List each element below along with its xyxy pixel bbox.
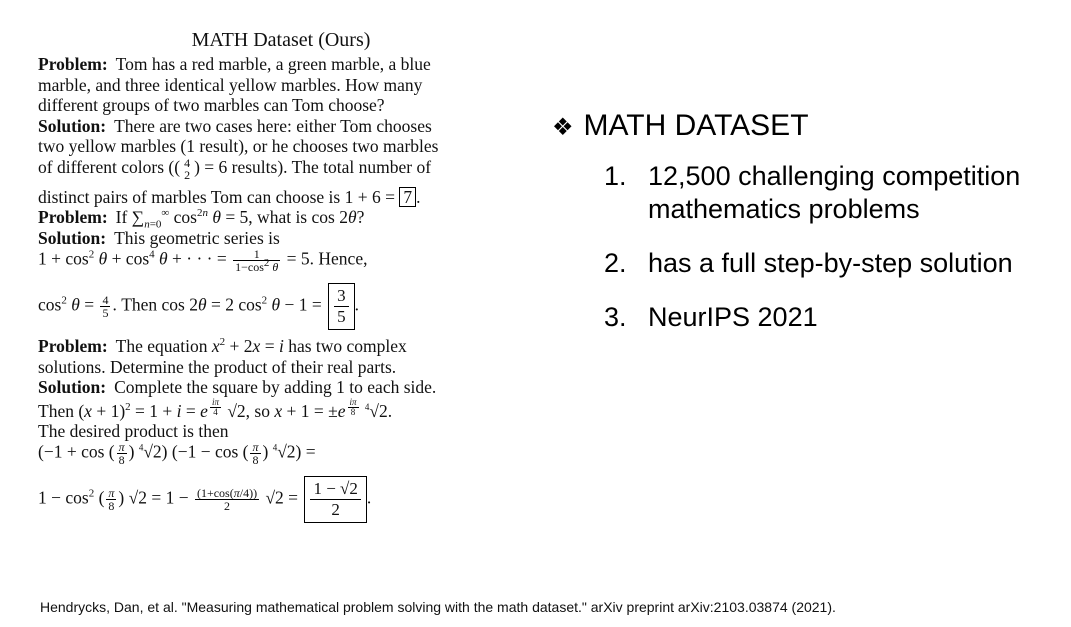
solution-1-line-1 xyxy=(38,116,524,137)
figure-title: MATH Dataset (Ours) xyxy=(191,29,371,51)
problem-1-text-2: marble, and three identical yellow marbles. How many xyxy=(38,74,423,95)
solution-1-line-4: distinct pairs of marbles Tom can choose is 1 + 6 = 7 . xyxy=(38,186,421,207)
math-dataset-figure xyxy=(38,28,524,523)
list-item xyxy=(552,247,1062,280)
answer-box-7: 7 xyxy=(399,187,416,207)
list-item xyxy=(552,301,1062,334)
problem-label: Problem: xyxy=(38,54,108,74)
solution-3-line-2: Then $(x + 1)^2 = 1 + i = e$ $^{\frac{i\pi}{4}}$ √2, so x + 1 = ±e $^{\frac{i\pi}{8}}$ $^4$√2. xyxy=(38,396,393,421)
solution-1-line-3: of different colors (( 4 2 ) = 6 results). The total number of xyxy=(38,155,432,182)
answer-box-3-5: $\frac{3}{5}$ xyxy=(328,283,355,330)
list-number: 1. xyxy=(604,161,627,191)
heading-text: MATH DATASET xyxy=(583,109,809,142)
problem-2-line: Problem: If $\sum_{n=0}^\infty$ $\cos^{2n} \theta = 5$, what is cos 2θ? xyxy=(38,207,365,231)
solution-2-line-2: $1 + \cos^2 \theta + \cos^4 \theta$ + · · · = $\frac{1}{1-\cos^2 \theta}$ = 5. Hence, xyxy=(38,247,368,274)
solution-3-text-3: The desired product is then xyxy=(38,420,229,441)
solution-label: Solution: xyxy=(38,115,107,136)
binomial-4-choose-2: ( 4 2 ) xyxy=(174,155,200,182)
problem-1-text-1: Tom has a red marble, a green marble, a blue xyxy=(115,54,431,74)
solution-3-line-5: $1 - \cos^2$ ( $\frac{\pi}{8}$ ) √2 = 1 − $\frac{(1+\cos(\pi/4))}{2}$ √2 = $\frac{1 - √2}{2}$ . xyxy=(38,476,524,523)
summary-list xyxy=(552,160,1062,334)
list-text: has a full step-by-step solution xyxy=(648,248,1013,278)
problem-1-line-1 xyxy=(38,54,524,75)
problem-3-line-1: Problem: The equation $x^2 + 2x = i$ has two complex xyxy=(38,336,407,356)
citation: Hendrycks, Dan, et al. "Measuring mathematical problem solving with the math dataset." arXiv preprint arXiv:2103.03874 (2021). xyxy=(40,599,836,615)
solution-2-line-1: Solution: This geometric series is xyxy=(38,227,280,248)
solution-2-line-3: $\cos^2 \theta$ = $\frac{4}{5}$ . Then cos 2θ = 2 $\cos^2 \theta - 1$ = $\frac{3}{5}$ . xyxy=(38,283,524,330)
solution-1-text-1: There are two cases here: either Tom chooses xyxy=(114,115,432,136)
list-number: 3. xyxy=(604,302,627,332)
problem-3-text-2: solutions. Determine the product of their real parts. xyxy=(38,356,397,377)
list-item xyxy=(552,160,1062,226)
list-text: 12,500 challenging competition mathematics problems xyxy=(648,161,1021,224)
list-number: 2. xyxy=(604,248,627,278)
answer-box-final: $\frac{1 - √2}{2}$ xyxy=(304,476,366,523)
solution-3-line-4: (−1 + cos ( $\frac{\pi}{8}$ ) $^4$√2) (−1 − cos ( $\frac{\pi}{8}$ ) $^4$√2) = xyxy=(38,440,316,468)
list-text: NeurIPS 2021 xyxy=(648,302,818,332)
solution-3-line-1: Solution: Complete the square by adding 1 to each side. xyxy=(38,377,437,397)
diamond-bullet-icon: ❖ xyxy=(552,114,574,141)
summary-panel xyxy=(552,108,1062,355)
problem-1-text-3: different groups of two marbles can Tom choose? xyxy=(38,95,385,115)
section-heading xyxy=(552,108,1062,146)
solution-1-text-2: two yellow marbles (1 result), or he chooses two marbles xyxy=(38,136,439,156)
